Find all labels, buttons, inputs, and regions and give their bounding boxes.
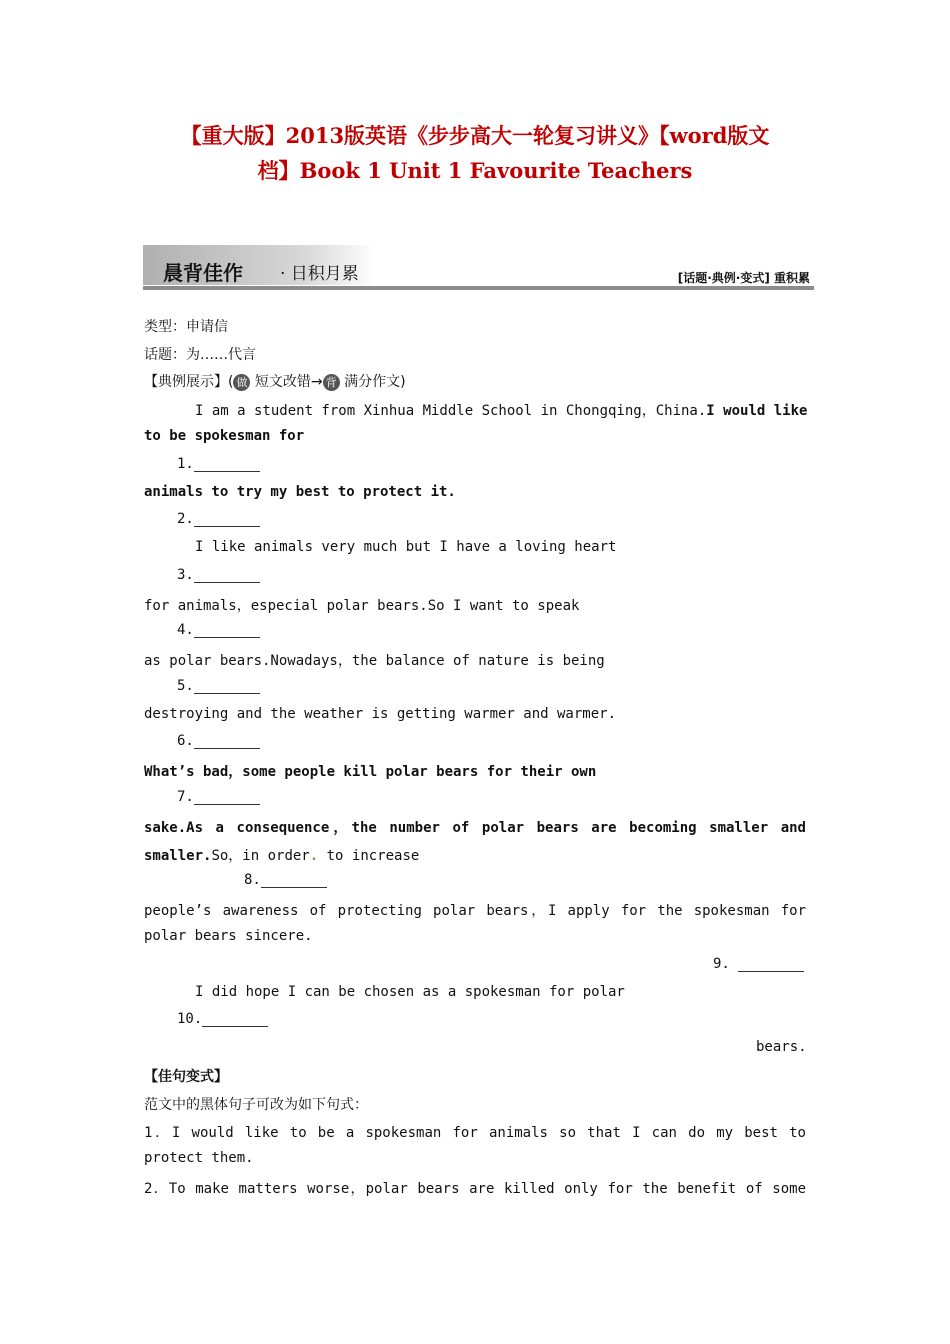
essay-line-1-bold: I would like — [706, 403, 808, 419]
blank-8 — [244, 872, 327, 888]
essay-line-4: I like animals very much but I have a loving heart — [195, 539, 617, 555]
blank-1-line — [194, 457, 260, 472]
essay-line-1 — [195, 400, 807, 420]
blank-10-line — [202, 1012, 268, 1027]
variant-sentence-2: 2．To make matters worse，polar bears are killed only for the benefit of some — [144, 1181, 806, 1197]
essay-line-5: for animals，especial polar bears.So I want to speak — [144, 598, 580, 614]
essay-line-11: people’s awareness of protecting polar bears，I apply for the spokesman for — [144, 903, 806, 919]
blank-9-line — [738, 957, 804, 972]
essay-line-10-mark: . — [309, 848, 319, 864]
memorize-icon: 背 — [323, 374, 340, 391]
section-banner — [143, 245, 814, 292]
essay-type: 类型：申请信 — [144, 319, 228, 335]
blank-3 — [177, 567, 260, 583]
blank-10-number: 10. — [177, 1011, 203, 1027]
blank-7 — [177, 789, 260, 805]
blank-5-number: 5. — [177, 678, 194, 694]
blank-1 — [177, 456, 260, 472]
blank-2-number: 2. — [177, 511, 194, 527]
variants-heading: 【佳句变式】 — [144, 1069, 228, 1085]
blank-4-line — [194, 623, 260, 638]
essay-line-10 — [144, 845, 419, 865]
blank-2 — [177, 511, 260, 527]
blank-6-number: 6. — [177, 733, 194, 749]
blank-1-number: 1. — [177, 456, 194, 472]
essay-line-12: polar bears sincere. — [144, 928, 313, 944]
blank-8-number: 8. — [244, 872, 261, 888]
example-heading-tail: 满分作文) — [344, 374, 406, 390]
blank-5 — [177, 678, 260, 694]
banner-rule — [143, 286, 814, 290]
example-heading-label: 【典例展示】( — [144, 374, 234, 390]
blank-4-number: 4. — [177, 622, 194, 638]
variants-intro: 范文中的黑体句子可改为如下句式： — [144, 1097, 368, 1113]
example-heading-mid: 短文改错→ — [254, 374, 323, 390]
essay-line-9: sake.As a consequence，the number of polar bears are becoming smaller and — [144, 820, 806, 836]
essay-line-2: to be spokesman for — [144, 428, 305, 444]
variant-sentence-1-cont: protect them. — [144, 1150, 254, 1166]
do-icon: 做 — [233, 374, 250, 391]
essay-line-8: What’s bad，some people kill polar bears for their own — [144, 764, 597, 780]
essay-topic: 话题：为……代言 — [144, 347, 256, 363]
essay-line-10-bold: smaller. — [144, 848, 212, 864]
blank-2-line — [194, 512, 260, 527]
essay-line-3: animals to try my best to protect it. — [144, 484, 456, 500]
essay-line-10-tail: to increase — [318, 848, 420, 864]
banner-title: 晨背佳作 — [163, 261, 243, 285]
blank-5-line — [194, 679, 260, 694]
blank-7-line — [194, 790, 260, 805]
essay-line-7: destroying and the weather is getting warmer and warmer. — [144, 706, 617, 722]
blank-6 — [177, 733, 260, 749]
essay-line-14: bears. — [756, 1039, 807, 1055]
blank-6-line — [194, 734, 260, 749]
blank-10 — [177, 1011, 268, 1027]
blank-3-line — [194, 568, 260, 583]
blank-3-number: 3. — [177, 567, 194, 583]
document-title-line-1: 【重大版】2013版英语《步步高大一轮复习讲义》【word版文 — [180, 123, 770, 148]
banner-tags: [话题·典例·变式] 重积累 — [677, 271, 810, 285]
blank-9-number: 9. — [713, 956, 730, 972]
variant-sentence-1: 1．I would like to be a spokesman for animals so that I can do my best to — [144, 1125, 806, 1141]
example-heading — [144, 371, 406, 391]
document-title-line-2: 档】Book 1 Unit 1 Favourite Teachers — [257, 158, 693, 183]
blank-7-number: 7. — [177, 789, 194, 805]
blank-8-line — [261, 873, 327, 888]
essay-line-10-plain: So，in order — [211, 848, 310, 864]
essay-line-13: I did hope I can be chosen as a spokesman for polar — [195, 984, 625, 1000]
blank-9 — [713, 956, 804, 972]
essay-line-6: as polar bears.Nowadays，the balance of nature is being — [144, 653, 605, 669]
banner-subtitle: · 日积月累 — [280, 264, 359, 284]
essay-line-1-plain: I am a student from Xinhua Middle School in Chongqing，China. — [195, 403, 707, 419]
blank-4 — [177, 622, 260, 638]
